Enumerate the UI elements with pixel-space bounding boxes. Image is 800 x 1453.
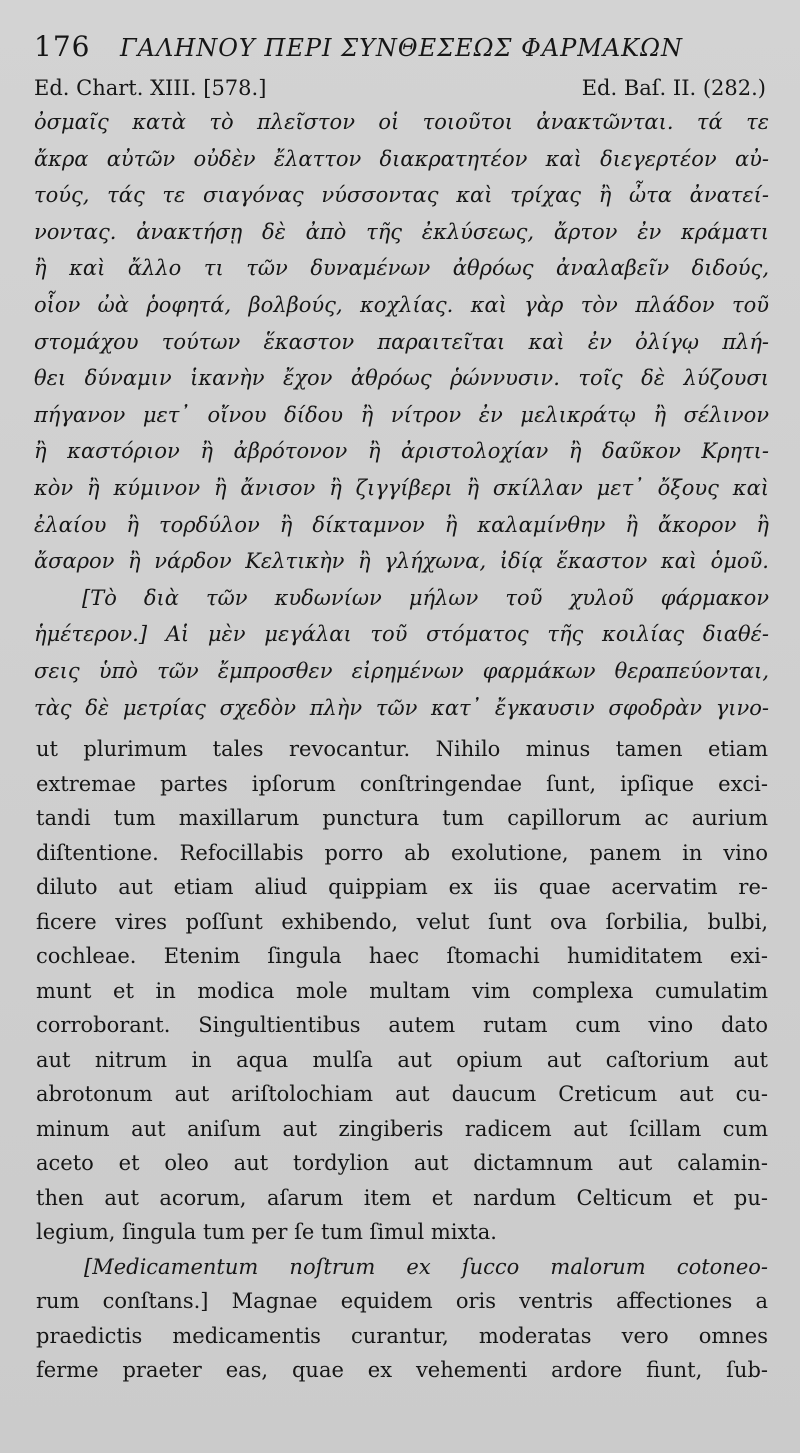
latin-line: diſtentione. Refocillabis porro ab exolutione, panem in vino [36,840,768,865]
page-number: 176 [34,30,91,63]
page-header [34,26,774,66]
latin-line: munt et in modica mole multam vim complexa cumulatim [36,978,768,1003]
greek-line: θει δύναμιν ἱκανὴν ἔχον ἀθρόως ῥώννυσιν. τοῖς δὲ λύζουσι [34,366,769,391]
greek-section-heading-line: [Τὸ διὰ τῶν κυδωνίων μήλων τοῦ χυλοῦ φάρμακον [82,585,769,610]
greek-line: ἢ καὶ ἄλλο τι τῶν δυναμένων ἀθρόως ἀναλαβεῖν διδούς, [34,256,769,281]
greek-line: ὀσμαῖς κατὰ τὸ πλεῖστον οἱ τοιοῦτοι ἀνακτῶνται. τά τε [34,110,769,134]
greek-line: ἐλαίου ἢ τορδύλον ἢ δίκταμνον ἢ καλαμίνθην ἢ ἄκορον ἢ [34,512,769,537]
latin-line: legium, ſingula tum per ſe tum ſimul mixta. [36,1220,497,1244]
edition-reference-basel: Ed. Baſ. II. (282.) [581,76,766,100]
greek-line: νοντας. ἀνακτήσῃ δὲ ἀπὸ τῆς ἐκλύσεως, ἄρτον ἐν κράματι [34,219,769,244]
latin-line: then aut acorum, aſarum item et nardum Celticum et pu- [36,1185,768,1210]
latin-line: cochleae. Etenim ſingula haec ſtomachi humiditatem exi- [36,944,768,968]
greek-line: ἡμέτερον.] Αἱ μὲν μεγάλαι τοῦ στόματος τῆς κοιλίας διαθέ- [34,622,769,647]
greek-text-block [34,104,769,726]
latin-line: rum conſtans.] Magnae equidem oris ventris affectiones a [36,1289,768,1313]
greek-line: τὰς δὲ μετρίας σχεδὸν πλὴν τῶν κατ᾽ ἔγκαυσιν σφοδρὰν γινο- [34,695,769,720]
latin-line: aceto et oleo aut tordylion aut dictamnum aut calamin- [36,1151,768,1175]
running-title: ΓΑΛΗΝΟΥ ΠΕΡΙ ΣΥΝΘΕΣΕΩΣ ΦΑΡΜΑΚΩΝ [120,34,683,62]
latin-line: ficere vires poſſunt exhibendo, velut ſunt ova ſorbilia, bulbi, [36,909,768,934]
greek-line: στομάχου τούτων ἕκαστον παραιτεῖται καὶ ἐν ὀλίγῳ πλή- [34,329,769,354]
latin-line: diluto aut etiam aliud quippiam ex iis quae acervatim re- [36,875,768,899]
latin-section-heading-line: [Medicamentum noſtrum ex ſucco malorum cotoneo- [84,1254,768,1279]
edition-reference-chartier: Ed. Chart. XIII. [578.] [34,76,267,100]
latin-line: aut nitrum in aqua mulſa aut opium aut caſtorium aut [36,1047,768,1072]
greek-line: κὸν ἢ κύμινον ἢ ἄνισον ἢ ζιγγίβερι ἢ σκίλλαν μετ᾽ ὄξους καὶ [34,475,769,500]
greek-line: πήγανον μετ᾽ οἴνου δίδου ἢ νίτρον ἐν μελικράτῳ ἢ σέλινον [34,402,769,427]
greek-line: σεις ὑπὸ τῶν ἔμπροσθεν εἰρημένων φαρμάκων θεραπεύονται, [34,658,769,683]
latin-line: praedictis medicamentis curantur, moderatas vero omnes [36,1323,768,1348]
greek-line: ἢ καστόριον ἢ ἀβρότονον ἢ ἀριστολοχίαν ἢ δαῦκον Κρητι- [34,439,769,464]
latin-line: abrotonum aut ariſtolochiam aut daucum Creticum aut cu- [36,1082,768,1106]
greek-line: οἷον ὠὰ ῥοφητά, βολβούς, κοχλίας. καὶ γὰρ τὸν πλάδον τοῦ [34,292,769,317]
latin-line: tandi tum maxillarum punctura tum capillorum ac aurium [36,806,768,830]
greek-line: ἄκρα αὐτῶν οὐδὲν ἔλαττον διακρατητέον καὶ διεγερτέον αὐ- [34,146,769,171]
latin-line: ut plurimum tales revocantur. Nihilo minus tamen etiam [36,737,768,761]
greek-line: ἄσαρον ἢ νάρδον Κελτικὴν ἢ γλήχωνα, ἰδίᾳ ἕκαστον καὶ ὁμοῦ. [34,549,769,574]
latin-line: ferme praeter eas, quae ex vehementi ardore fiunt, ſub- [36,1358,768,1382]
latin-line: corroborant. Singultientibus autem rutam cum vino dato [36,1013,768,1037]
latin-line: extremae partes ipſorum conſtringendae ſunt, ipſique exci- [36,771,768,796]
latin-text-block [36,732,768,1388]
greek-line: τούς, τάς τε σιαγόνας νύσσοντας καὶ τρίχας ἢ ὦτα ἀνατεί- [34,183,769,208]
latin-line: minum aut aniſum aut zingiberis radicem aut ſcillam cum [36,1116,768,1141]
